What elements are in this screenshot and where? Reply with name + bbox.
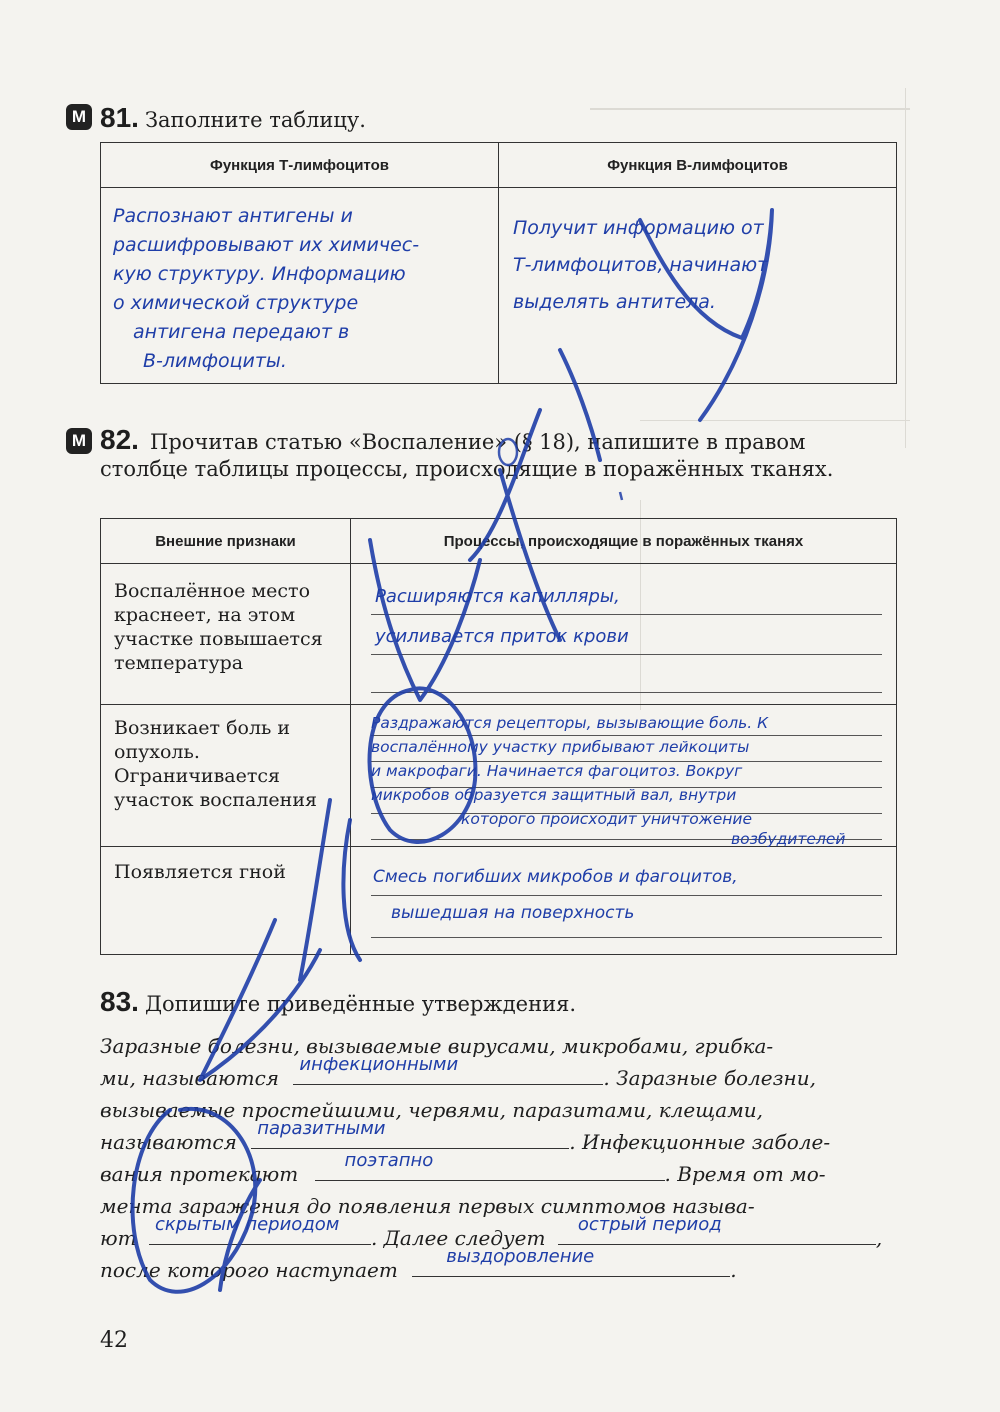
fill-in-paragraph [100,1030,895,1286]
task-81-heading [100,102,366,134]
paragraph-line: мента заражения до появления первых симптомов называ- [100,1194,755,1218]
answer-blank[interactable] [315,1150,665,1181]
handwritten-answer: инфекционными [299,1054,459,1075]
task-82-table [100,518,897,955]
handwritten-answer: поэтапно [344,1150,434,1171]
handwritten-line: микробов образуется защитный вал, внутри [371,786,737,804]
handwritten-line: которого происходит уничтожение [461,810,752,828]
text-fragment: называются [100,1130,237,1154]
handwritten-answer: острый период [577,1214,722,1235]
handwritten-line: антигена передают в [133,321,350,343]
page-number: 42 [100,1328,128,1353]
handwritten-line: В-лимфоциты. [143,350,287,372]
handwritten-line: усиливается приток крови [375,626,629,647]
handwritten-line: расшифровывают их химичес- [113,234,420,256]
task-81-table [100,142,897,384]
text-fragment: вания протекают [100,1162,299,1186]
task-text: Заполните таблицу. [144,108,366,132]
column-header-signs: Внешние признаки [101,519,351,564]
text-fragment: . Далее следует [370,1226,546,1250]
handwritten-line: кую структуру. Информацию [113,263,406,285]
process-cell [351,705,897,847]
column-header-b-cells: Функция В-лимфоцитов [499,143,897,188]
answer-blank[interactable] [293,1054,603,1085]
column-header-t-cells: Функция Т-лимфоцитов [101,143,499,188]
paragraph-line [100,1118,895,1158]
text-fragment: . [730,1258,737,1282]
process-cell [351,847,897,955]
handwritten-line: Расширяются капилляры, [375,586,620,607]
sign-cell [101,847,351,955]
handwritten-line: и макрофаги. Начинается фагоцитоз. Вокруг [371,762,743,780]
task-text: Прочитав статью «Воспаление» (§ 18), напишите в правом столбце таблицы процессы, происходящие в поражённых тканях. [100,430,834,481]
text-fragment: , [875,1226,883,1250]
teacher-mark-icon: М [66,428,92,454]
handwritten-line: о химической структуре [113,292,359,314]
answer-cell-b-cells [499,188,897,384]
handwritten-answer: паразитными [257,1118,386,1139]
paragraph-line: Заразные болезни, вызываемые вирусами, микробами, грибка- [100,1034,774,1058]
text-fragment: ют [100,1226,137,1250]
text-fragment: после которого наступает [100,1258,398,1282]
task-number: 81. [100,102,139,133]
sign-cell [101,564,351,705]
paragraph-line [100,1054,895,1094]
answer-blank[interactable] [149,1214,371,1245]
task-82-heading [100,424,896,483]
handwritten-line: возбудителей [731,830,846,848]
sign-cell [101,705,351,847]
handwritten-line: Раздражаются рецепторы, вызывающие боль. К [371,714,769,732]
process-cell [351,564,897,705]
handwritten-line: выделять антитела. [513,291,716,313]
paragraph-line [100,1150,895,1190]
handwritten-line: вышедшая на поверхность [391,903,635,923]
column-header-processes: Процессы, происходящие в поражённых тканях [351,519,897,564]
task-83-heading [100,986,576,1018]
text-fragment: . Время от мо- [664,1162,826,1186]
answer-blank[interactable] [558,1214,876,1245]
paragraph-line: вызываемые простейшими, червями, паразитами, клещами, [100,1098,764,1122]
sign-text: Воспалённое место краснеет, на этом участке повышается температура [114,580,323,674]
answer-blank[interactable] [412,1246,730,1277]
sign-text: Возникает боль и опухоль. Ограничивается участок воспаления [114,717,317,811]
text-fragment: . Инфекционные заболе- [569,1130,831,1154]
scribble-stroke [620,492,622,500]
handwritten-line: Получит информацию от [513,217,764,239]
handwritten-line: Т-лимфоцитов, начинают [513,254,769,276]
handwritten-answer: выздоровление [446,1246,595,1267]
handwritten-line: воспалённому участку прибывают лейкоциты [371,738,750,756]
handwritten-line: Распознают антигены и [113,205,353,227]
task-text: Допишите приведённые утверждения. [144,992,577,1016]
teacher-mark-icon: М [66,104,92,130]
paragraph-line [100,1246,895,1286]
task-number: 83. [100,986,139,1017]
task-number: 82. [100,424,139,455]
text-fragment: ми, называются [100,1066,280,1090]
answer-cell-t-cells [101,188,499,384]
text-fragment: . Заразные болезни, [603,1066,816,1090]
sign-text: Появляется гной [114,861,286,883]
handwritten-line: Смесь погибших микробов и фагоцитов, [373,867,738,887]
handwritten-answer: скрытым периодом [154,1214,340,1235]
